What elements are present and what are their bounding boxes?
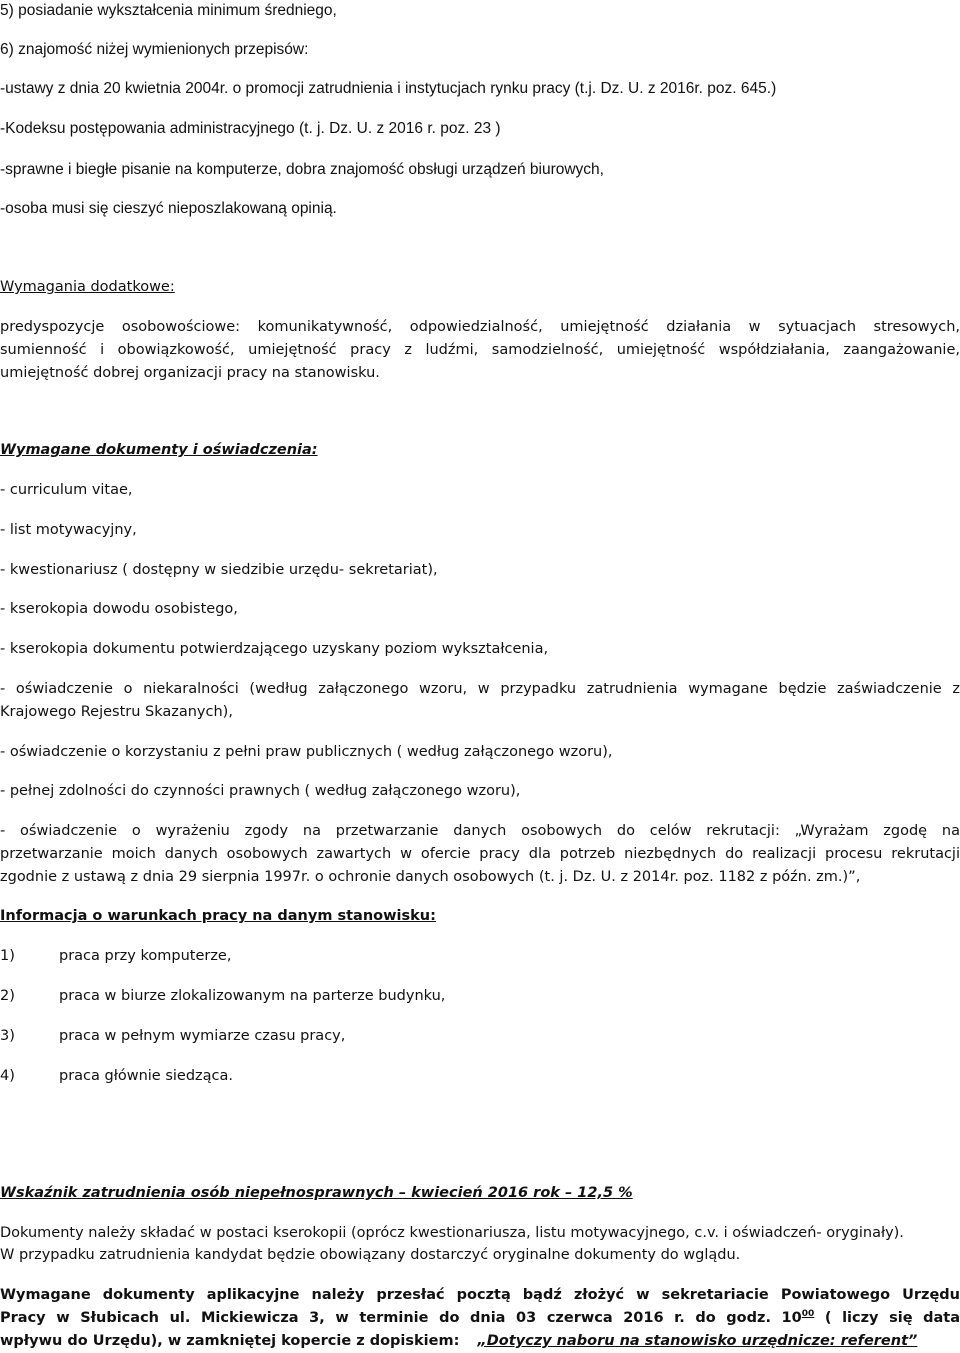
- submission-text: wpływu do Urzędu), w zamkniętej kopercie z dopiskiem:: [0, 1333, 460, 1349]
- document-item: przetwarzanie moich danych osobowych zawartych w ofercie pracy dla potrzeb niezbędnych do realizacji procesu rekrutacji: [0, 846, 960, 862]
- skill-computer: -sprawne i biegłe pisanie na komputerze, dobra znajomość obsługi urządzeń biurowych,: [0, 161, 604, 178]
- submission-line: [0, 1331, 917, 1351]
- condition-number: 3): [0, 1028, 15, 1044]
- document-item: - pełnej zdolności do czynności prawnych ( według załączonego wzoru),: [0, 783, 521, 799]
- note-line: W przypadku zatrudnienia kandydat będzie obowiązany dostarczyć oryginalne dokumenty do wglądu.: [0, 1247, 741, 1263]
- submission-envelope-note: „Dotyczy naboru na stanowisko urzędnicze: referent”: [477, 1333, 918, 1349]
- document-item: - kserokopia dokumentu potwierdzającego uzyskany poziom wykształcenia,: [0, 641, 549, 657]
- submission-hour-superscript: 00: [801, 1309, 815, 1320]
- condition-text: praca przy komputerze,: [59, 948, 232, 964]
- document-item: Krajowego Rejestru Skazanych),: [0, 704, 233, 720]
- additional-line: umiejętność dobrej organizacji pracy na stanowisku.: [0, 365, 380, 381]
- submission-line: [0, 1308, 960, 1328]
- condition-text: praca w pełnym wymiarze czasu pracy,: [59, 1028, 346, 1044]
- condition-item: [0, 946, 231, 966]
- submission-text: Pracy w Słubicach ul. Mickiewicza 3, w terminie do dnia 03 czerwca 2016 r. do godz. 10: [0, 1310, 802, 1326]
- additional-line: predyspozycje osobowościowe: komunikatywność, odpowiedzialność, umiejętność działania w sytuacjach stresowych,: [0, 319, 960, 335]
- document-item: - oświadczenie o niekaralności (według załączonego wzoru, w przypadku zatrudnienia wymagane będzie zaświadczenie z: [0, 681, 960, 697]
- condition-number: 2): [0, 988, 15, 1004]
- condition-text: praca głównie siedząca.: [59, 1068, 233, 1084]
- condition-text: praca w biurze zlokalizowanym na parterze budynku,: [59, 988, 446, 1004]
- qualification-6: 6) znajomość niżej wymienionych przepisów:: [0, 41, 309, 58]
- submission-text: ( liczy się data: [814, 1310, 960, 1326]
- requirement-reputation: -osoba musi się cieszyć nieposzlakowaną opinią.: [0, 200, 337, 217]
- document-item: - curriculum vitae,: [0, 482, 133, 498]
- document-item: zgodnie z ustawą z dnia 29 sierpnia 1997r. o ochronie danych osobowych (t. j. Dz. U. z 2014r. poz. 1182 z późn. zm.)”,: [0, 869, 861, 885]
- submission-line: Wymagane dokumenty aplikacyjne należy przesłać pocztą bądź złożyć w sekretariacie Powiatowego Urzędu: [0, 1287, 960, 1303]
- condition-item: [0, 1026, 345, 1046]
- document-item: - oświadczenie o korzystaniu z pełni praw publicznych ( według załączonego wzoru),: [0, 744, 613, 760]
- condition-item: [0, 986, 445, 1006]
- law-administrative-code: -Kodeksu postępowania administracyjnego (t. j. Dz. U. z 2016 r. poz. 23 ): [0, 120, 501, 137]
- law-promotion-employment: -ustawy z dnia 20 kwietnia 2004r. o promocji zatrudnienia i instytucjach rynku pracy (t.j. Dz. U. z 2016r. poz. 645.): [0, 80, 777, 97]
- disability-employment-indicator: Wskaźnik zatrudnienia osób niepełnosprawnych – kwiecień 2016 rok – 12,5 %: [0, 1185, 633, 1201]
- documents-heading: Wymagane dokumenty i oświadczenia:: [0, 442, 318, 458]
- note-line: Dokumenty należy składać w postaci kserokopii (oprócz kwestionariusza, listu motywacyjnego, c.v. i oświadczeń- oryginały).: [0, 1225, 904, 1241]
- qualification-5: 5) posiadanie wykształcenia minimum średniego,: [0, 2, 337, 19]
- document-item: - oświadczenie o wyrażeniu zgody na przetwarzanie danych osobowych do celów rekrutacji: „Wyrażam zgodę na: [0, 823, 960, 839]
- document-item: - list motywacyjny,: [0, 522, 137, 538]
- document-item: - kserokopia dowodu osobistego,: [0, 601, 238, 617]
- document-item: - kwestionariusz ( dostępny w siedzibie urzędu- sekretariat),: [0, 562, 438, 578]
- additional-requirements-heading: Wymagania dodatkowe:: [0, 279, 175, 295]
- condition-number: 4): [0, 1068, 15, 1084]
- condition-number: 1): [0, 948, 15, 964]
- condition-item: [0, 1066, 233, 1086]
- additional-line: sumienność i obowiązkowość, umiejętność pracy z ludźmi, samodzielność, umiejętność współdziałania, zaangażowanie,: [0, 342, 960, 358]
- conditions-heading: Informacja o warunkach pracy na danym stanowisku:: [0, 908, 436, 924]
